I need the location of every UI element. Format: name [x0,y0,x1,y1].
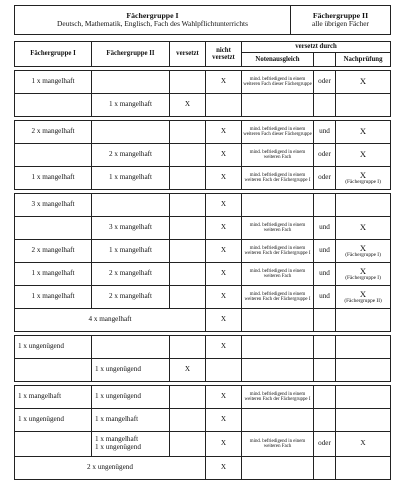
col-header-nachpruefung: Nachprüfung [336,53,391,67]
cell-nicht-versetzt: X [206,71,242,94]
table-row [15,263,391,286]
cell-g1: 1 x mangelhaft [15,263,92,286]
cell-g2 [92,121,170,144]
cell-g2: 1 x mangelhaft [92,240,170,263]
col-header-notenausgleich: Notenausgleich [242,53,314,67]
nachpruefung-note: (Fächergruppe I) [345,251,381,258]
cell-g1: 2 x mangelhaft [15,121,92,144]
cell-notenausgleich: mind. befriedigend in einem weiteren Fach dieser Fächergruppe [242,121,314,144]
cell-nicht-versetzt: X [206,167,242,190]
cell-g2-line1: 1 x mangelhaft [95,435,139,444]
group1-subjects: Deutsch, Mathematik, Englisch, Fach des Wahlpflichtunterrichts [57,19,248,29]
cell-conjunction [314,94,336,117]
cell-notenausgleich [242,194,314,217]
cell-conjunction: und [314,217,336,240]
cell-versetzt: X [170,94,206,117]
cell-nicht-versetzt: X [206,386,242,409]
cell-nicht-versetzt: X [206,194,242,217]
col-header-nicht-versetzt: nicht versetzt [206,42,242,67]
cell-g2: 1 x ungenügend [92,386,170,409]
cell-versetzt [170,217,206,240]
cell-conjunction: oder [314,167,336,190]
table-row [15,194,391,217]
cell-g1: 1 x ungenügend [15,409,92,432]
cell-g2: 2 x mangelhaft [92,144,170,167]
cell-g2: 2 x mangelhaft [92,263,170,286]
cell-versetzt [170,71,206,94]
table-row [15,94,391,117]
table-row [15,309,391,332]
cell-notenausgleich: mind. befriedigend in einem weiteren Fach der Fächergruppe I [242,240,314,263]
cell-notenausgleich: mind. befriedigend in einem weiteren Fach [242,144,314,167]
cell-notenausgleich: mind. befriedigend in einem weiteren Fach [242,263,314,286]
cell-g2: 1 x mangelhaft [92,409,170,432]
cell-notenausgleich [242,94,314,117]
group1-header [15,6,291,35]
table-row [15,359,391,382]
cell-versetzt [170,286,206,309]
table-row [15,144,391,167]
table-row [15,240,391,263]
cell-conjunction: und [314,121,336,144]
cell-nachpruefung [336,94,391,117]
cell-g2: 1 x ungenügend [92,359,170,382]
cell-conjunction: und [314,240,336,263]
cell-nachpruefung [336,121,391,144]
cell-nachpruefung [336,194,391,217]
header-table [14,5,391,35]
cell-g2: 1 x mangelhaft [92,94,170,117]
nachpruefung-mark: X [359,242,367,253]
cell-g1: 1 x mangelhaft [15,386,92,409]
cell-g2: 3 x mangelhaft [92,217,170,240]
col-header-conj [314,53,336,67]
table-row [15,167,391,190]
cell-versetzt [170,240,206,263]
cell-versetzt [170,263,206,286]
cell-conjunction: und [314,286,336,309]
cell-nicht-versetzt: X [206,240,242,263]
cell-g1 [15,144,92,167]
table-row [15,409,391,432]
cell-g1 [15,217,92,240]
table-row [15,336,391,359]
nachpruefung-mark: X [359,222,367,233]
versetzung-table [14,41,391,480]
cell-nicht-versetzt [206,94,242,117]
cell-g1: 2 x mangelhaft [15,240,92,263]
cell-g1: 1 x mangelhaft [15,286,92,309]
cell-g2 [92,194,170,217]
cell-nicht-versetzt: X [206,409,242,432]
cell-nachpruefung [336,240,391,263]
cell-nachpruefung [336,167,391,190]
col-header-versetzt-durch: versetzt durch [242,42,391,53]
versetzung-document [14,5,390,480]
table-row [15,386,391,409]
cell-g1: 1 x ungenügend [15,336,92,359]
table-row [15,457,391,480]
nachpruefung-note: (Fächergruppe I) [345,274,381,281]
nachpruefung-note: (Fächergruppe II) [344,297,382,304]
cell-notenausgleich: mind. befriedigend in einem weiteren Fach [242,217,314,240]
cell-conjunction: oder [314,432,336,457]
cell-versetzt [170,121,206,144]
group2-subjects: alle übrigen Fächer [311,19,370,29]
cell-versetzt: X [170,359,206,382]
cell-versetzt [170,144,206,167]
cell-notenausgleich: mind. befriedigend in einem weiteren Fach der Fächergruppe I [242,167,314,190]
col-header-versetzt: versetzt [170,42,206,67]
nachpruefung-mark: X [359,126,367,137]
nachpruefung-mark: X [359,149,367,160]
table-row [15,432,391,457]
cell-versetzt [170,167,206,190]
cell-4x-mangelhaft: 4 x mangelhaft [15,309,206,332]
cell-notenausgleich: mind. befriedigend in einem weiteren Fach dieser Fächergruppe [242,71,314,94]
nachpruefung-note: (Fächergruppe I) [345,178,381,185]
cell-nicht-versetzt: X [206,457,242,480]
cell-nicht-versetzt: X [206,286,242,309]
cell-conjunction: und [314,263,336,286]
cell-g2-line2: 1 x ungenügend [95,443,141,451]
cell-g2: 1 x mangelhaft [92,167,170,190]
cell-g1: 3 x mangelhaft [15,194,92,217]
col-header-g2: Fächergruppe II [92,42,170,67]
cell-notenausgleich: mind. befriedigend in einem weiteren Fach der Fächergruppe I [242,286,314,309]
table-row [15,121,391,144]
cell-notenausgleich: mind. befriedigend in einem weiteren Fach [242,432,314,457]
cell-g1: 1 x mangelhaft [15,71,92,94]
cell-g2 [92,432,170,457]
col-header-g1: Fächergruppe I [15,42,92,67]
group2-title: Fächergruppe II [312,10,369,20]
cell-nicht-versetzt: X [206,144,242,167]
cell-nicht-versetzt: X [206,217,242,240]
cell-notenausgleich: mind. befriedigend in einem weiteren Fach der Fächergruppe I [242,386,314,409]
cell-nicht-versetzt: X [206,263,242,286]
nachpruefung-mark: X [359,288,367,299]
cell-2x-ungenuegend: 2 x ungenügend [15,457,206,480]
table-row [15,217,391,240]
table-row [15,71,391,94]
cell-g2: 2 x mangelhaft [92,286,170,309]
cell-nachpruefung [336,217,391,240]
cell-nachpruefung: X [336,432,391,457]
cell-g1: 1 x mangelhaft [15,167,92,190]
nachpruefung-mark: X [359,265,367,276]
cell-nachpruefung [336,144,391,167]
cell-conjunction: oder [314,144,336,167]
cell-nachpruefung [336,71,391,94]
cell-g1 [15,94,92,117]
group1-title: Fächergruppe I [126,10,179,20]
nachpruefung-mark: X [359,169,367,180]
cell-conjunction [314,194,336,217]
table-row [15,286,391,309]
cell-versetzt [170,194,206,217]
cell-nicht-versetzt: X [206,121,242,144]
group2-header [291,6,391,35]
cell-nicht-versetzt: X [206,309,242,332]
nachpruefung-mark: X [359,76,367,87]
cell-nicht-versetzt: X [206,432,242,457]
cell-nachpruefung [336,263,391,286]
cell-nicht-versetzt: X [206,336,242,359]
cell-g2 [92,71,170,94]
cell-nachpruefung [336,286,391,309]
cell-conjunction: oder [314,71,336,94]
